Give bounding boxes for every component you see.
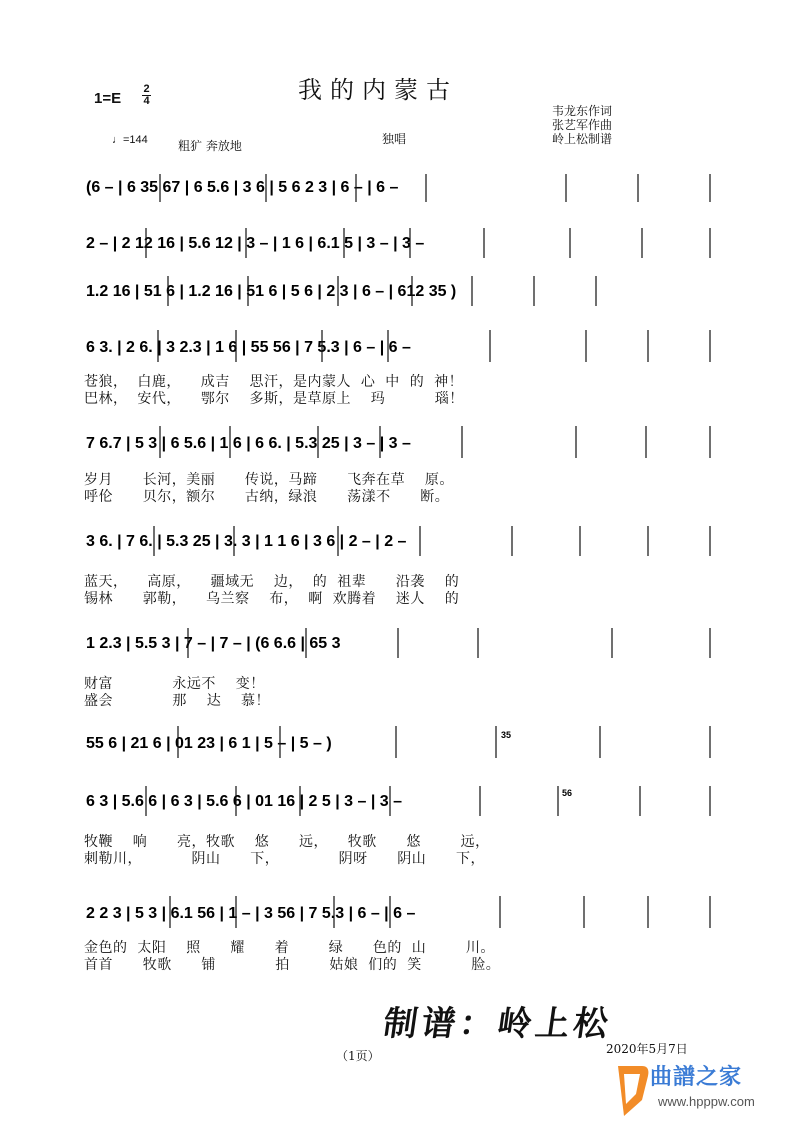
lyrics-block-3 <box>84 574 459 608</box>
lyric-verse-2: 盛会 那 达 慕！ <box>84 693 271 709</box>
score-line-2 <box>0 210 792 270</box>
lyrics-block-1 <box>84 374 464 408</box>
score-line-6 <box>0 514 792 574</box>
page-number: （1页） <box>336 1049 380 1063</box>
time-numerator: 2 <box>143 83 150 95</box>
lyric-verse-1: 牧鞭 响 亮，牧歌 悠 远， 牧歌 悠 远， <box>84 834 490 850</box>
lyric-verse-2: 刺勒川， 阴山 下， 阴呀 阴山 下， <box>84 851 486 867</box>
lyric-verse-1: 岁月 长河，美丽 传说，马蹄 飞奔在草 原。 <box>84 472 454 488</box>
score-line-7 <box>0 616 792 676</box>
watermark-logo-icon <box>612 1060 652 1120</box>
notation: (6 – | 6 35 67 | 6 5.6 | 3 6 | 5 6 2 3 | 6 – | 6 – <box>86 179 399 196</box>
lyrics-block-6 <box>84 940 500 974</box>
score-line-9 <box>0 774 792 834</box>
time-denominator: 4 <box>143 95 150 107</box>
score-line-5 <box>0 416 792 476</box>
lyric-verse-1: 财富 永远不 变！ <box>84 676 265 692</box>
notation: 55 6 | 21 6 | 01 23 | 6 1 | 5 – | 5 – ) <box>86 735 332 752</box>
score-line-3 <box>0 264 792 324</box>
style-mark: 粗犷 奔放地 <box>178 139 242 153</box>
lyric-verse-2: 巴林， 安代， 鄂尔 多斯，是草原上 玛 瑙！ <box>84 391 464 407</box>
lyric-verse-1: 金色的 太阳 照 耀 着 绿 色的 山 川。 <box>84 940 495 956</box>
lyric-verse-2: 首首 牧歌 铺 拍 姑娘 们的 笑 脸。 <box>84 957 501 973</box>
score-line-4 <box>0 320 792 380</box>
notation: 1.2 16 | 51 6 | 1.2 16 | 51 6 | 5 6 | 2 3 | 6 – | 612 35 ) <box>86 283 457 300</box>
notation: 6 3 | 5.6 6 | 6 3 | 5.6 6 | 01 16 | 2 5 | 3 – | 3 – <box>86 793 402 810</box>
key-signature: 1=E <box>94 90 122 107</box>
lyricist: 韦龙东作词 <box>552 104 613 118</box>
notation: 6 3. | 2 6. | 3 2.3 | 1 6 | 55 56 | 7 5.3 | 6 – | 6 – <box>86 339 411 356</box>
tempo-mark: ♩=144 <box>112 134 148 146</box>
lyric-verse-2: 锡林 郭勒， 乌兰察 布， 啊 欢腾着 迷人 的 <box>84 591 460 607</box>
credits <box>552 104 612 146</box>
notation: 3 6. | 7 6. | 5.3 25 | 3. 3 | 1 1 6 | 3 6 | 2 – | 2 – <box>86 533 407 550</box>
lyric-verse-1: 苍狼， 白鹿， 成吉 思汗，是内蒙人 心 中 的 神！ <box>84 374 464 390</box>
notation: 2 – | 2 12 16 | 5.6 12 | 3 – | 1 6 | 6.1 5 | 3 – | 3 – <box>86 235 425 252</box>
lyric-verse-1: 蓝天， 高原， 疆域无 边， 的 祖辈 沿袭 的 <box>84 574 460 590</box>
date: 2020年5月7日 <box>606 1042 688 1056</box>
arranger: 岭上松制谱 <box>552 132 613 146</box>
lyric-verse-2: 呼伦 贝尔，额尔 古纳，绿浪 荡漾不 断。 <box>84 489 450 505</box>
lyrics-block-2 <box>84 472 454 506</box>
notation: 1 2.3 | 5.5 3 | 7 – | 7 – | (6 6.6 | 65 3 <box>86 635 341 652</box>
composer: 张艺军作曲 <box>552 118 613 132</box>
notation: 2 2 3 | 5 3 | 6.1 56 | 1 – | 3 56 | 7 5.3 | 6 – | 6 – <box>86 905 416 922</box>
song-title: 我的内蒙古 <box>298 76 458 104</box>
performance-type: 独唱 <box>382 132 407 146</box>
grace-note-2: 56 <box>562 788 573 798</box>
watermark <box>612 1058 792 1121</box>
signature: 制谱：岭上松 <box>380 1004 615 1044</box>
grace-note-1: 35 <box>501 730 512 740</box>
time-signature <box>142 84 151 107</box>
score-line-10 <box>0 886 792 946</box>
watermark-name: 曲譜之家 <box>650 1065 743 1090</box>
watermark-url: www.hpppw.com <box>658 1094 755 1109</box>
notation: 7 6.7 | 5 3 | 6 5.6 | 1 6 | 6 6. | 5.3 25 | 3 – | 3 – <box>86 435 411 452</box>
score-line-8 <box>0 714 792 774</box>
lyrics-block-5 <box>84 834 490 868</box>
lyrics-block-4 <box>84 676 270 710</box>
